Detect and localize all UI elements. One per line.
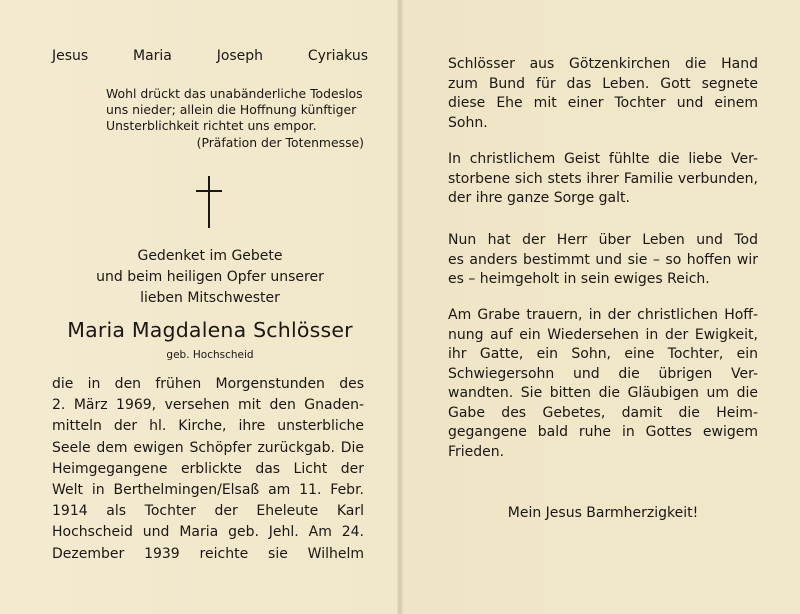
text-line: Sohn. bbox=[448, 114, 488, 131]
text-line: Frieden. bbox=[448, 443, 505, 460]
bio-line: Hochscheid und Maria geb. Jehl. Am 24. bbox=[52, 524, 364, 541]
card-fold bbox=[397, 0, 403, 614]
text-line: gegangene bald ruhe in Gottes ewigem bbox=[448, 424, 758, 440]
deceased-name: Maria Magdalena Schlösser bbox=[67, 318, 353, 342]
text-line: Nun hat der Herr über Leben und Tod bbox=[448, 232, 758, 248]
cross-icon bbox=[196, 176, 224, 228]
text-line: Gabe des Gebetes, damit die Heim- bbox=[448, 404, 758, 421]
epigraph-source: (Präfation der Totenmesse) bbox=[196, 134, 364, 150]
bio-line: Welt in Berthelmingen/Elsaß am 11. Febr. bbox=[52, 482, 364, 499]
bio-line: Heimgegangene erblickte das Licht der bbox=[52, 460, 364, 477]
prayer-line: und beim heiligen Opfer unserer bbox=[96, 269, 324, 285]
paragraph-family bbox=[448, 150, 758, 209]
text-line: der ihre ganze Sorge galt. bbox=[448, 190, 630, 206]
holy-names bbox=[52, 48, 368, 64]
bio-line: 2. März 1969, versehen mit den Gnaden- bbox=[52, 397, 364, 414]
text-line: Schlösser aus Götzenkirchen die Hand bbox=[448, 56, 758, 72]
closing-prayer: Mein Jesus Barmherzigkeit! bbox=[507, 505, 699, 521]
text-line: In christlichem Geist fühlte die liebe Ver- bbox=[448, 151, 758, 167]
bio-line: die in den frühen Morgenstunden des bbox=[52, 376, 364, 392]
text-line: storbene sich stets ihrer Familie verbunden, bbox=[448, 170, 758, 187]
epigraph-line: Wohl drückt das unabänderliche Todeslos bbox=[106, 86, 363, 101]
bio-line: mitteln der hl. Kirche, ihre unsterbliche bbox=[52, 418, 364, 435]
holy-name: Cyriakus bbox=[307, 48, 368, 64]
text-line: es – heimgeholt in sein ewiges Reich. bbox=[448, 271, 710, 287]
maiden-name: geb. Hochscheid bbox=[166, 349, 254, 361]
holy-name: Joseph bbox=[216, 48, 264, 64]
prayer-line: lieben Mitschwester bbox=[140, 290, 280, 306]
text-line: nung auf ein Wiedersehen in der Ewigkeit, bbox=[448, 326, 758, 343]
prayer-text bbox=[52, 246, 368, 309]
text-line: Schwiegersohn und die übrigen Ver- bbox=[448, 365, 758, 382]
text-line: diese Ehe mit einer Tochter und einem bbox=[448, 95, 758, 111]
text-line: wandten. Sie bitten die Gläubigen um die bbox=[448, 385, 758, 401]
bio-line: 1914 als Tochter der Eheleute Karl bbox=[52, 503, 364, 520]
holy-name: Jesus bbox=[52, 48, 89, 64]
text-line: es anders bestimmt und sie – so hoffen wir bbox=[448, 251, 758, 268]
bio-line: Seele dem ewigen Schöpfer zurückgab. Die bbox=[52, 439, 364, 456]
biography bbox=[52, 374, 364, 565]
prayer-line: Gedenket im Gebete bbox=[137, 248, 283, 264]
bio-line: Dezember 1939 reichte sie Wilhelm bbox=[52, 545, 364, 562]
epigraph-line: uns nieder; allein die Hoffnung künftiger bbox=[106, 102, 357, 118]
text-line: ihr Gatte, ein Sohn, eine Tochter, ein bbox=[448, 346, 758, 362]
text-line: Am Grabe trauern, in der christlichen Hoff- bbox=[448, 307, 758, 323]
epigraph-line: Unsterblichkeit richtet uns empor. bbox=[106, 118, 317, 134]
paragraph-hope bbox=[448, 231, 758, 290]
holy-name: Maria bbox=[133, 48, 172, 64]
text-line: zum Bund für das Leben. Gott segnete bbox=[448, 75, 758, 92]
paragraph-mourners bbox=[448, 306, 758, 462]
epigraph bbox=[106, 86, 370, 151]
paragraph-marriage bbox=[448, 55, 758, 133]
